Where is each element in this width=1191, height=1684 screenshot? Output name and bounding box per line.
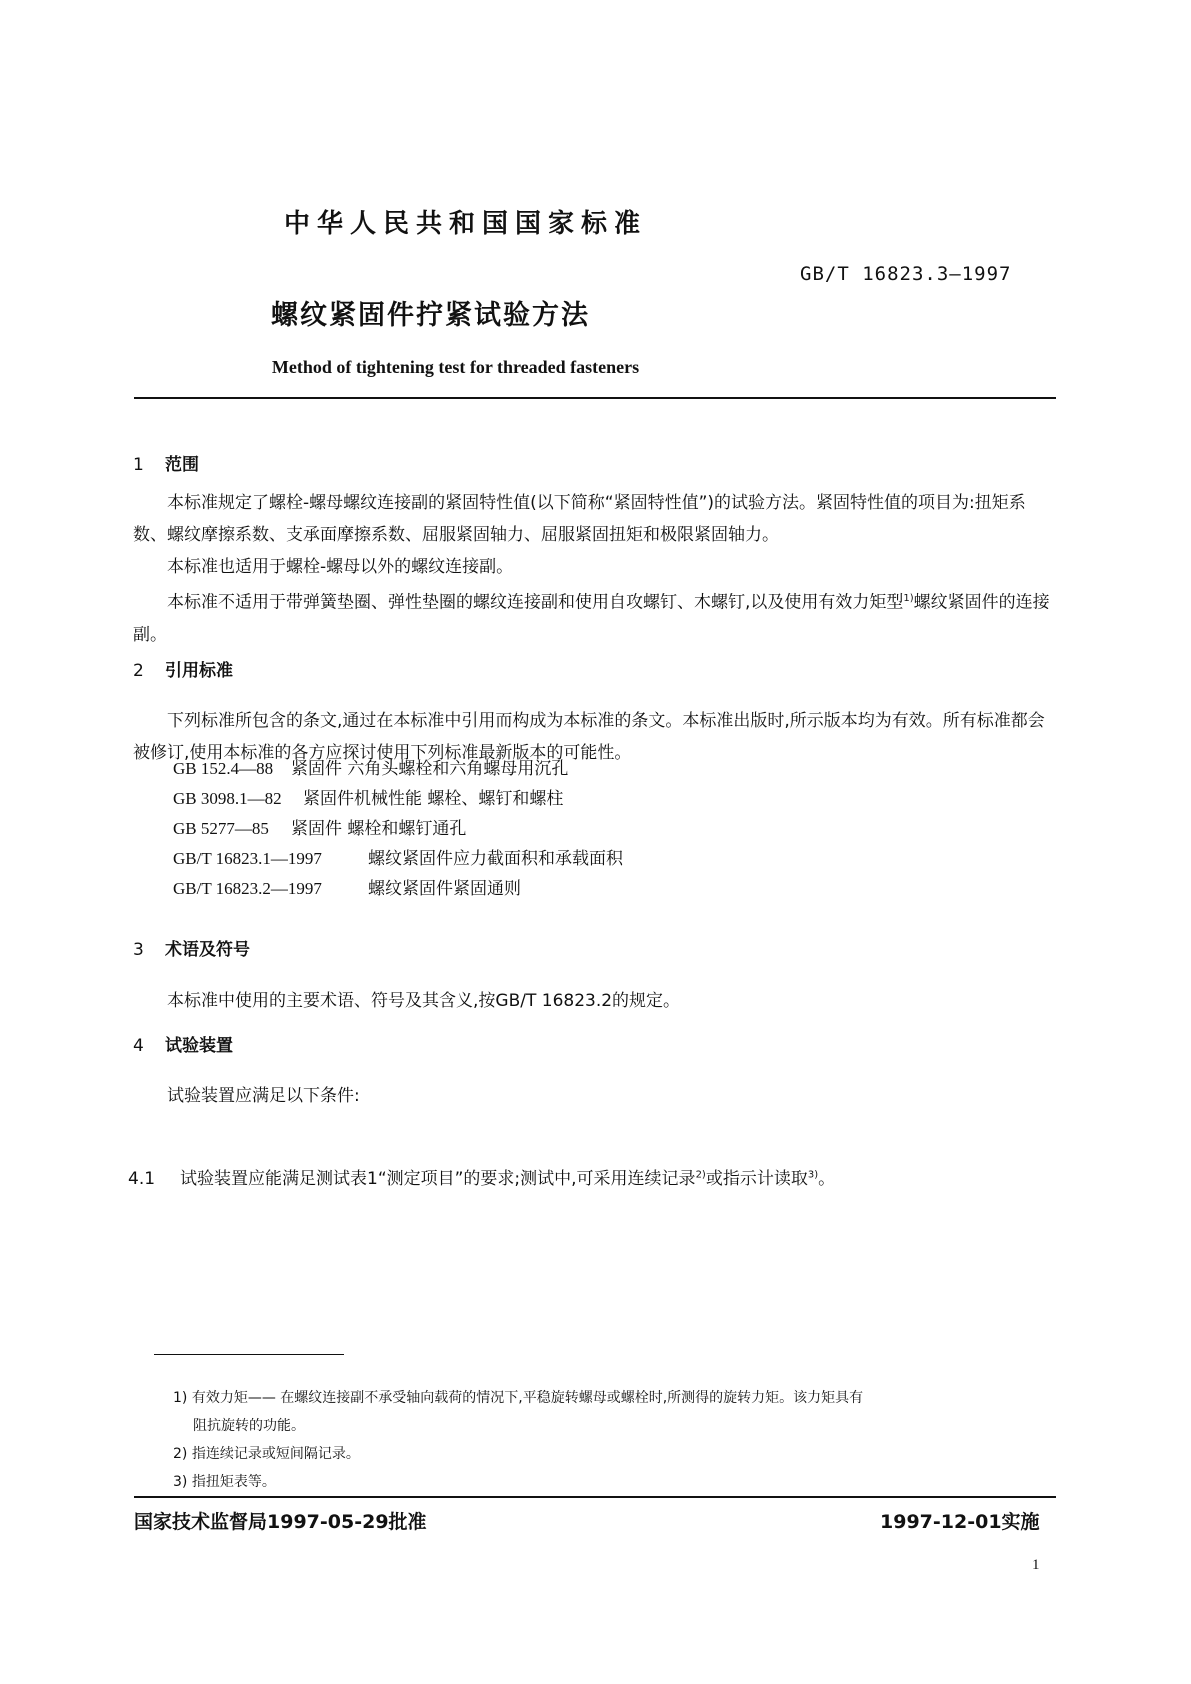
footnote-ref: 1) <box>903 593 914 604</box>
reference-code: GB 5277—85 <box>173 819 269 838</box>
section-3-body <box>133 985 1053 1017</box>
section-1-heading <box>133 450 199 475</box>
section-2-heading <box>133 656 233 681</box>
header-divider <box>134 397 1056 399</box>
reference-name: 螺纹紧固件紧固通则 <box>368 879 521 899</box>
section-number: 4 <box>133 1036 144 1056</box>
paragraph <box>133 583 1053 651</box>
paragraph-text: 本标准不适用于带弹簧垫圈、弹性垫圈的螺纹连接副和使用自攻螺钉、木螺钉,以及使用有效力矩型 <box>167 592 904 613</box>
reference-code: GB/T 16823.1—1997 <box>173 849 322 868</box>
reference-code: GB/T 16823.2—1997 <box>173 879 322 898</box>
clause-text: 。 <box>818 1169 836 1189</box>
section-number: 1 <box>133 455 144 475</box>
paragraph: 本标准中使用的主要术语、符号及其含义,按GB/T 16823.2的规定。 <box>167 991 681 1011</box>
footnote-1-continued: 阻抗旋转的功能。 <box>193 1418 305 1434</box>
clause-number: 4.1 <box>128 1169 156 1189</box>
effective-date: 1997-12-01实施 <box>880 1511 1040 1533</box>
section-1-body <box>133 487 1053 651</box>
clause-4-1 <box>128 1164 835 1189</box>
footnote-divider <box>154 1354 344 1355</box>
approval-date: 国家技术监督局1997-05-29批准 <box>134 1511 427 1533</box>
footer-divider <box>134 1496 1056 1498</box>
footnote-ref: 3) <box>807 1169 819 1181</box>
section-number: 2 <box>133 661 144 681</box>
footnotes <box>173 1384 1058 1496</box>
footnote-2: 2) 指连续记录或短间隔记录。 <box>173 1446 360 1462</box>
reference-name: 螺纹紧固件应力截面积和承载面积 <box>368 849 623 869</box>
reference-item <box>173 844 623 874</box>
section-title: 范围 <box>165 455 199 475</box>
reference-code: GB 3098.1—82 <box>173 789 282 808</box>
paragraph: 试验装置应满足以下条件: <box>167 1086 360 1106</box>
footnote-1: 1) 有效力矩—— 在螺纹连接副不承受轴向载荷的情况下,平稳旋转螺母或螺栓时,所测得的旋转力矩。该力矩具有 <box>173 1390 864 1406</box>
clause-text: 或指示计读取 <box>705 1169 808 1189</box>
reference-name: 紧固件机械性能 螺栓、螺钉和螺柱 <box>303 789 564 809</box>
paragraph: 本标准也适用于螺栓-螺母以外的螺纹连接副。 <box>167 557 514 577</box>
document-title-english: Method of tightening test for threaded fasteners <box>271 357 640 377</box>
reference-code: GB 152.4—88 <box>173 759 274 778</box>
reference-name: 紧固件 六角头螺栓和六角螺母用沉孔 <box>291 759 569 779</box>
national-standard-title: 中华人民共和国国家标准 <box>283 209 647 239</box>
reference-item <box>173 754 623 784</box>
reference-item <box>173 874 623 904</box>
section-title: 引用标准 <box>165 661 233 681</box>
paragraph: 本标准规定了螺栓-螺母螺纹连接副的紧固特性值(以下简称“紧固特性值”)的试验方法。紧固特性值的项目为:扭矩系数、螺纹摩擦系数、支承面摩擦系数、屈服紧固轴力、屈服紧固扭矩和极限紧固轴力。 <box>133 493 1026 545</box>
section-title: 试验装置 <box>165 1036 233 1056</box>
reference-name: 紧固件 螺栓和螺钉通孔 <box>291 819 467 839</box>
footnote-ref: 2) <box>695 1169 706 1181</box>
reference-item <box>173 814 623 844</box>
paragraph-text: 螺纹紧固件的连接副。 <box>133 592 1050 645</box>
section-title: 术语及符号 <box>165 940 250 960</box>
reference-item <box>173 784 623 814</box>
paragraph: 下列标准所包含的条文,通过在本标准中引用而构成为本标准的条文。本标准出版时,所示版本均为有效。所有标准都会被修订,使用本标准的各方应探讨使用下列标准最新版本的可能性。 <box>133 711 1045 763</box>
clause-text: 试验装置应能满足测试表1“测定项目”的要求;测试中,可采用连续记录 <box>180 1169 696 1189</box>
section-number: 3 <box>133 940 144 960</box>
section-4-heading <box>133 1031 233 1056</box>
standard-number: GB/T 16823.3—1997 <box>800 263 1012 285</box>
section-3-heading <box>133 935 250 960</box>
reference-list <box>173 754 623 904</box>
footnote-3: 3) 指扭矩表等。 <box>173 1474 276 1490</box>
page-number: 1 <box>1032 1557 1040 1573</box>
section-4-body <box>133 1080 1053 1112</box>
document-title-chinese: 螺纹紧固件拧紧试验方法 <box>271 300 590 331</box>
